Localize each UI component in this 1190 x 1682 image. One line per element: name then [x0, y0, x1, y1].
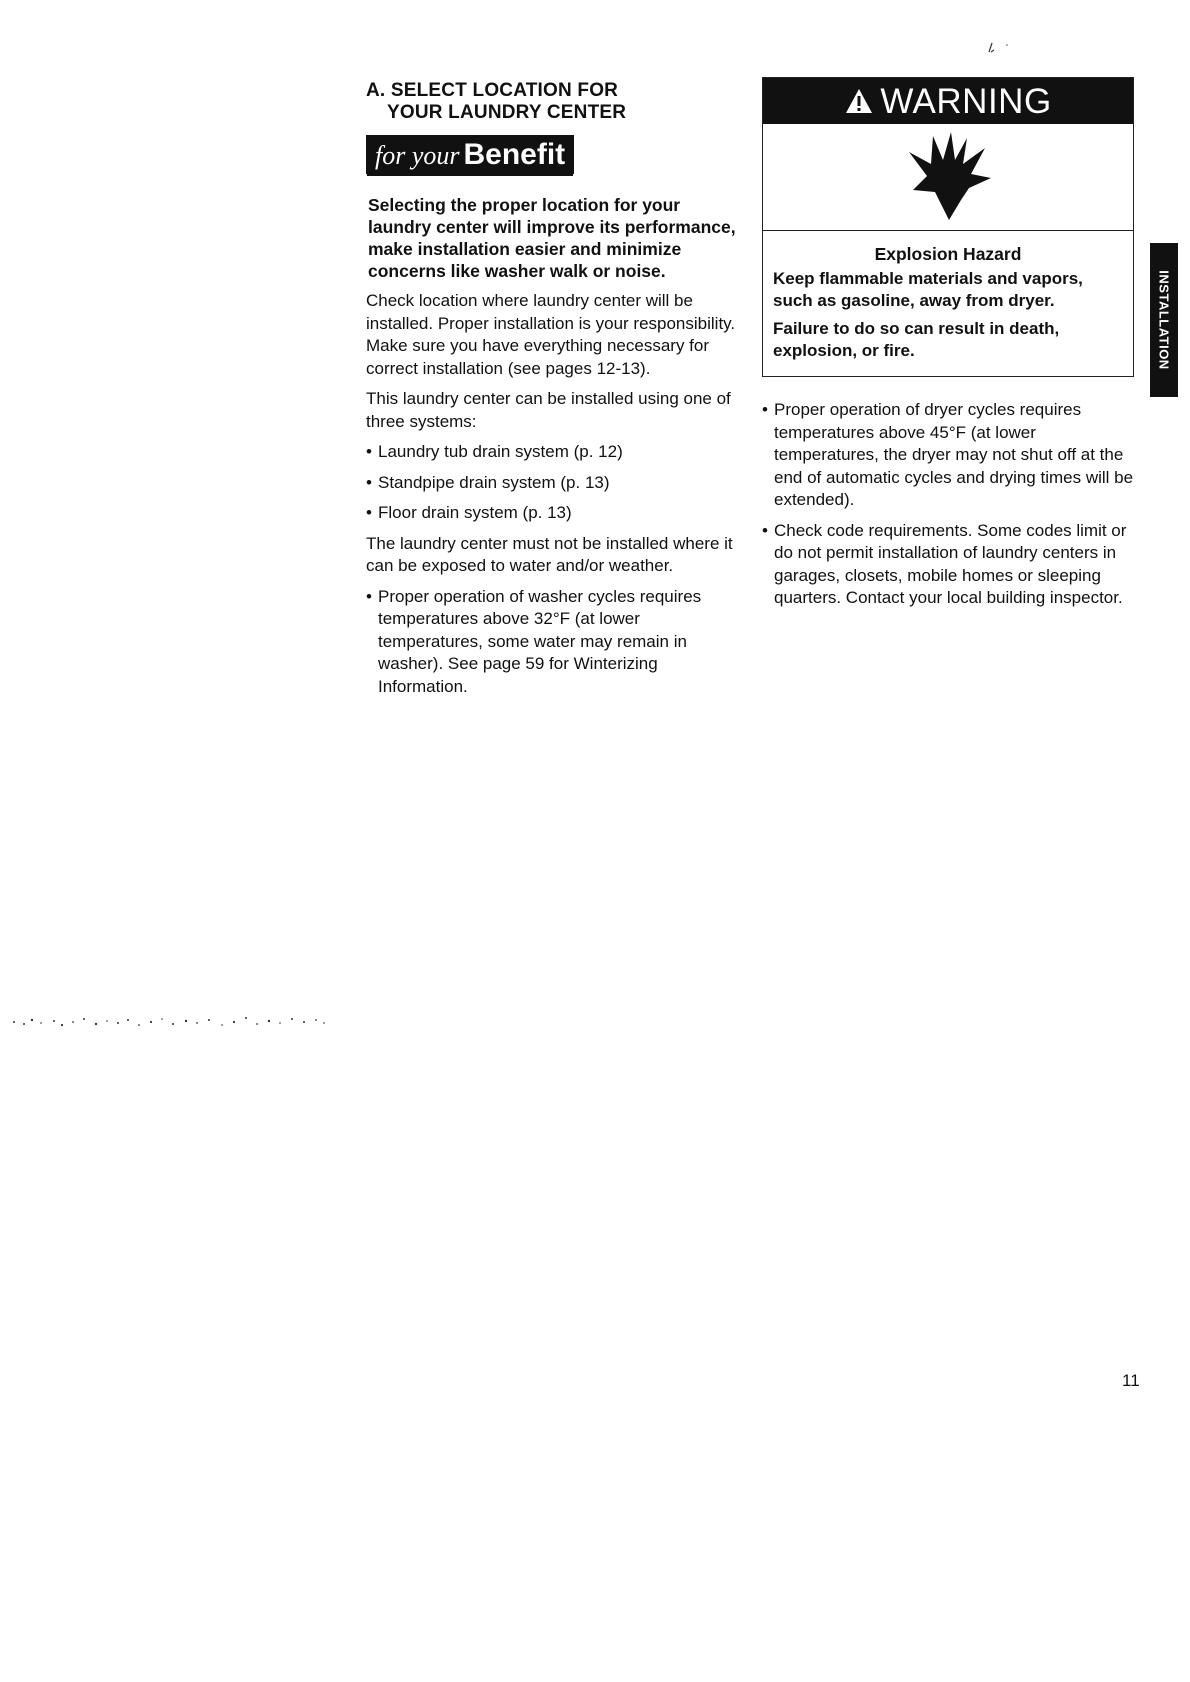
list-item: • Laundry tub drain system (p. 12)	[366, 442, 623, 461]
warning-triangle-icon	[844, 80, 874, 128]
list-item: • Floor drain system (p. 13)	[366, 503, 572, 522]
left-body	[366, 290, 746, 698]
paragraph-location-check: Check location where laundry center will be installed. Proper installation is your responsibility. Make sure you have everything necessary for correct installation (see pages 12-13).	[366, 291, 736, 378]
section-heading	[366, 80, 746, 124]
right-bullets	[762, 399, 1134, 610]
warning-banner	[763, 78, 1133, 124]
warning-text	[763, 231, 1133, 376]
warning-banner-text: WARNING	[880, 82, 1052, 121]
for-your-benefit-badge	[366, 135, 574, 174]
warning-line-2: Failure to do so can result in death, explosion, or fire.	[773, 319, 1060, 360]
list-item: • Check code requirements. Some codes limit or do not permit installation of laundry centers in garages, closets, mobile homes or sleeping quarters. Contact your local building inspector.	[762, 520, 1127, 607]
benefit-small-text: for your	[375, 141, 460, 170]
heading-line-2: YOUR LAUNDRY CENTER	[387, 102, 627, 123]
paragraph-exposure: The laundry center must not be installed where it can be exposed to water and/or weather.	[366, 533, 733, 575]
system-floor-drain: Floor drain system (p. 13)	[378, 503, 572, 522]
list-item: • Proper operation of dryer cycles requires temperatures above 45°F (at lower temperatures, the dryer may not shut off at the end of automatic cycles and drying times will be extended).	[762, 400, 1134, 509]
hazard-title: Explosion Hazard	[874, 244, 1022, 264]
dryer-temperature-note: Proper operation of dryer cycles requires temperatures above 45°F (at lower temperatures, the dryer may not shut off at the end of automatic cycles and drying times will be extended).	[774, 400, 1134, 509]
scan-speckle	[10, 1012, 330, 1032]
heading-line-1: A. SELECT LOCATION FOR	[366, 80, 619, 101]
intro-paragraph: Selecting the proper location for your laundry center will improve its performance, make installation easier and minimize concerns like washer walk or noise.	[368, 195, 736, 281]
warning-box	[762, 77, 1134, 377]
explosion-icon	[905, 130, 993, 222]
section-side-tab	[1150, 243, 1178, 397]
benefit-big-text: Benefit	[463, 138, 566, 171]
warning-line-1: Keep flammable materials and vapors, such as gasoline, away from dryer.	[773, 269, 1083, 310]
scan-mark	[985, 40, 1015, 56]
system-laundry-tub: Laundry tub drain system (p. 12)	[378, 442, 623, 461]
washer-temperature-note: Proper operation of washer cycles requires temperatures above 32°F (at lower temperatures, some water may remain in washer). See page 59 for Winterizing Information.	[378, 586, 702, 696]
paragraph-systems-intro: This laundry center can be installed using one of three systems:	[366, 389, 731, 431]
list-item: • Standpipe drain system (p. 13)	[366, 472, 610, 492]
page-number: 11	[1122, 1371, 1140, 1390]
left-column	[366, 80, 746, 706]
right-column	[762, 77, 1134, 618]
explosion-pictogram	[763, 124, 1133, 231]
side-tab-label: INSTALLATION	[1156, 270, 1172, 370]
code-requirements-note: Check code requirements. Some codes limit or do not permit installation of laundry centers in garages, closets, mobile homes or sleeping quarters. Contact your local building inspector.	[774, 520, 1127, 607]
system-standpipe: Standpipe drain system (p. 13)	[378, 472, 610, 492]
list-item: • Proper operation of washer cycles requires temperatures above 32°F (at lower temperatures, some water may remain in washer). See page 59 for Winterizing Information.	[366, 586, 702, 696]
